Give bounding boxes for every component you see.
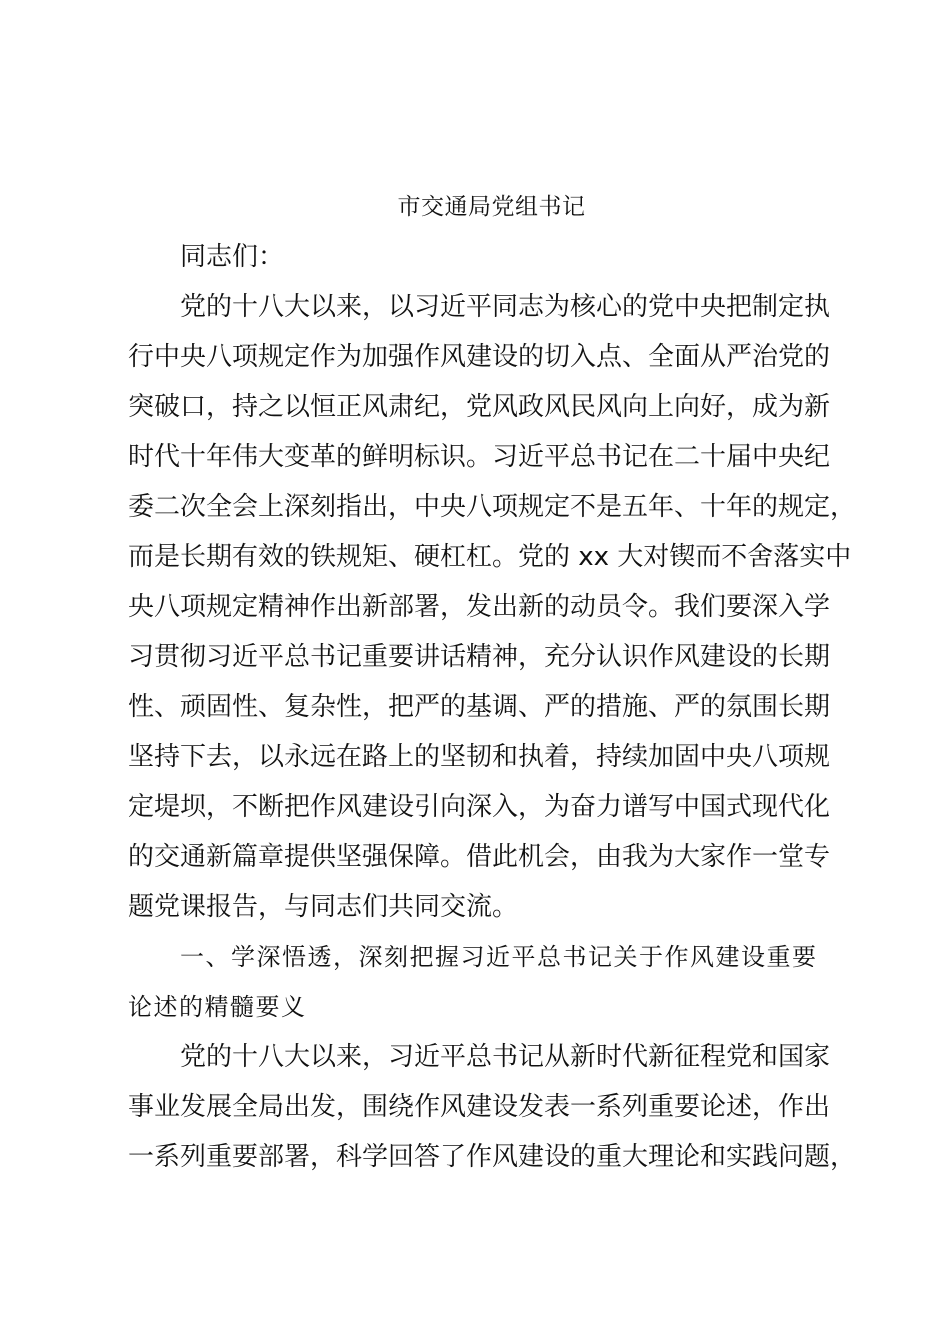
paragraph-line: 而是长期有效的铁规矩、硬杠杠。党的 xx 大对锲而不舍落实中: [128, 542, 852, 572]
document-title: 市交通局党组书记: [397, 194, 586, 220]
paragraph-2: [128, 1032, 858, 1182]
paragraph-1: [128, 282, 858, 932]
section-heading-1: [128, 932, 858, 1032]
heading-line: 论述的精髓要义: [128, 993, 307, 1021]
heading-line: 一、学深悟透，深刻把握习近平总书记关于作风建设重要: [180, 943, 818, 971]
paragraph-line: 性、顽固性、复杂性，把严的基调、严的措施、严的氛围长期: [128, 692, 831, 722]
paragraph-line: 委二次全会上深刻指出，中央八项规定不是五年、十年的规定，: [128, 492, 857, 522]
paragraph-line: 党的十八大以来，习近平总书记从新时代新征程党和国家: [180, 1042, 831, 1072]
paragraph-line: 党的十八大以来，以习近平同志为核心的党中央把制定执: [180, 292, 831, 322]
paragraph-line: 坚持下去，以永远在路上的坚韧和执着，持续加固中央八项规: [128, 742, 831, 772]
salutation: 同志们：: [180, 242, 285, 272]
paragraph-line: 事业发展全局出发，围绕作风建设发表一系列重要论述，作出: [128, 1092, 831, 1122]
paragraph-line: 时代十年伟大变革的鲜明标识。习近平总书记在二十届中央纪: [128, 442, 831, 472]
paragraph-line: 习贯彻习近平总书记重要讲话精神，充分认识作风建设的长期: [128, 642, 831, 672]
paragraph-line: 定堤坝，不断把作风建设引向深入，为奋力谱写中国式现代化: [128, 792, 831, 822]
document-page: [128, 182, 858, 1182]
paragraph-line: 的交通新篇章提供坚强保障。借此机会，由我为大家作一堂专: [128, 842, 831, 872]
paragraph-line: 题党课报告，与同志们共同交流。: [128, 892, 519, 922]
paragraph-line: 一系列重要部署，科学回答了作风建设的重大理论和实践问题，: [128, 1142, 857, 1172]
paragraph-line: 行中央八项规定作为加强作风建设的切入点、全面从严治党的: [128, 342, 831, 372]
paragraph-line: 央八项规定精神作出新部署，发出新的动员令。我们要深入学: [128, 592, 831, 622]
paragraph-line: 突破口，持之以恒正风肃纪，党风政风民风向上向好，成为新: [128, 392, 831, 422]
